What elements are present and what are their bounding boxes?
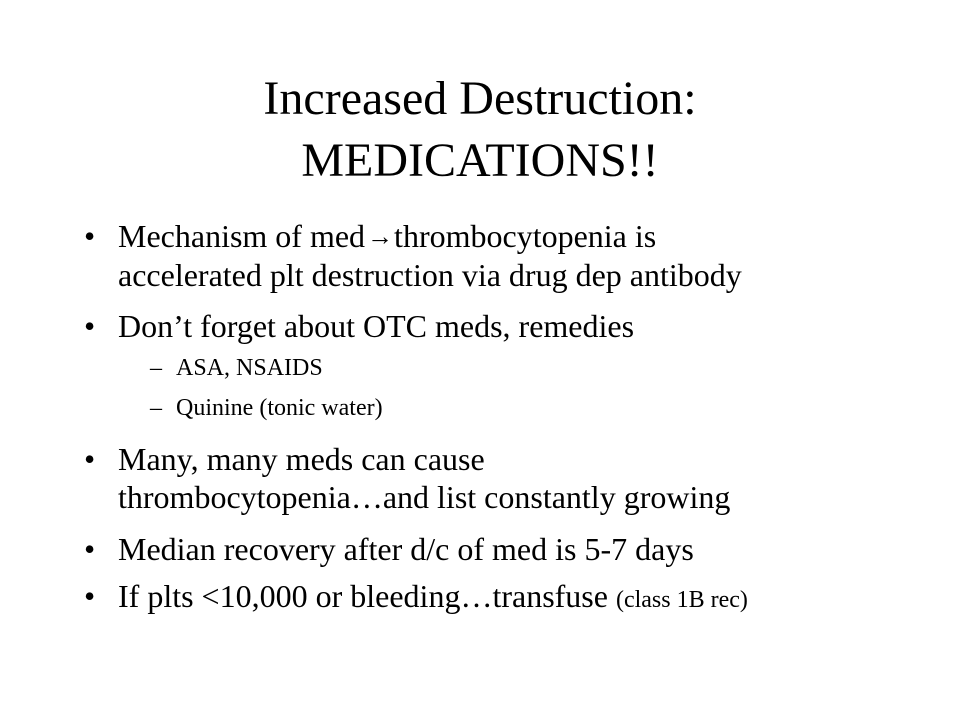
slide-title-line-1: Increased Destruction: [263, 72, 697, 125]
right-arrow-icon: → [367, 222, 394, 251]
bullet-text-part: Mechanism of med [118, 218, 366, 254]
bullet-text-main: If plts <10,000 or bleeding…transfuse [118, 578, 616, 614]
sub-bullet-marker: – [150, 355, 162, 381]
bullet-line: Many, many meds can cause [118, 441, 485, 477]
sub-bullet-marker: – [150, 395, 162, 421]
bullet-note: (class 1B rec) [615, 587, 748, 613]
bullet-marker: • [84, 218, 96, 254]
bullet-text [118, 217, 908, 294]
bullet-text-part: thrombocytopenia is [394, 218, 657, 254]
bullet-marker: • [84, 531, 96, 567]
bullet-marker: • [84, 308, 96, 344]
bullet-marker: • [84, 578, 96, 614]
sub-bullet-text: ASA, NSAIDS [176, 355, 323, 381]
bullet-text: Median recovery after d/c of med is 5-7 days [118, 531, 694, 567]
bullet-text [118, 577, 908, 619]
bullet-line: accelerated plt destruction via drug dep antibody [118, 257, 742, 293]
slide-title-line-2: MEDICATIONS!! [301, 134, 659, 187]
bullet-line [118, 217, 908, 256]
sub-bullet-text: Quinine (tonic water) [176, 395, 383, 421]
bullet-text: Don’t forget about OTC meds, remedies [118, 308, 635, 344]
bullet-marker: • [84, 441, 96, 477]
bullet-text [118, 440, 908, 516]
bullet-line: thrombocytopenia…and list constantly growing [118, 479, 731, 515]
